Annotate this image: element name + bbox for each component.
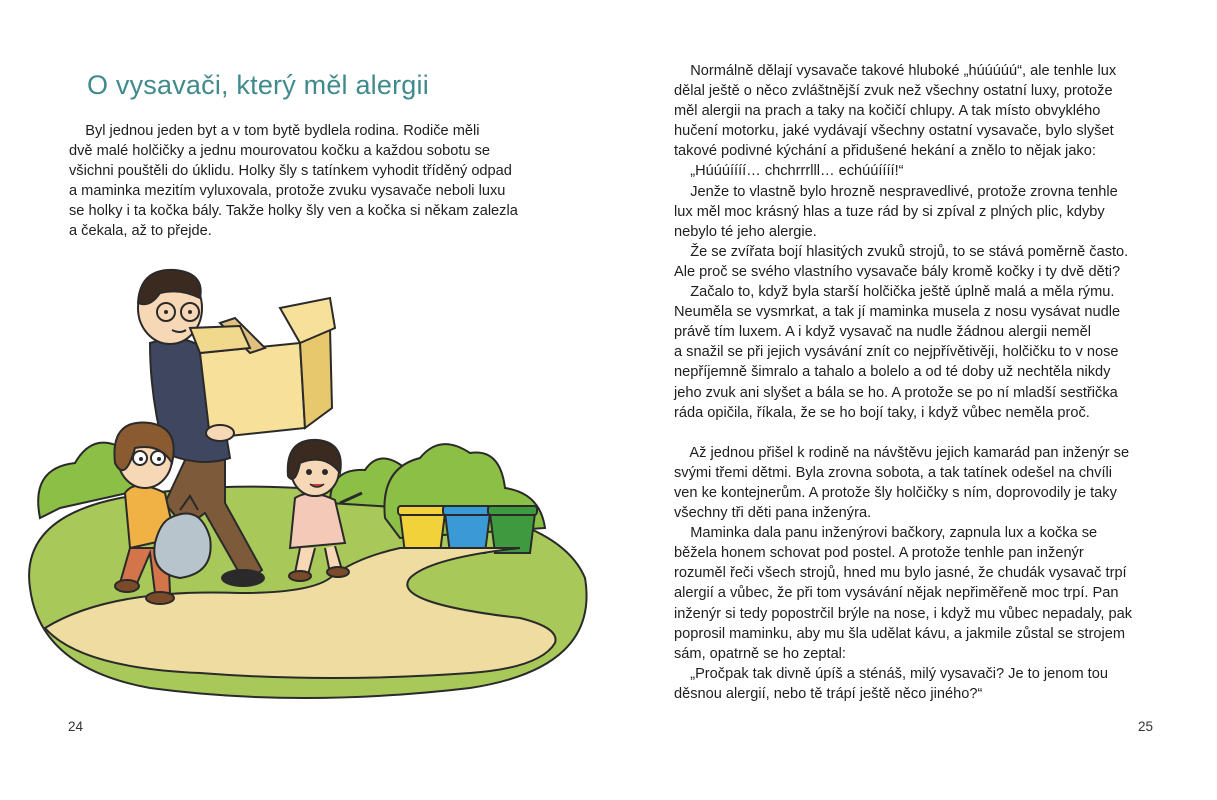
trash-bag	[154, 514, 210, 579]
text-line: rozuměl řeči všech strojů, hned mu bylo jasné, že chudák vysavač trpí	[674, 565, 1127, 582]
text-line: inženýr si tedy popostrčil brýle na nose, i když mu vůbec nepadaly, pak	[674, 605, 1133, 622]
text-line: a snažil se při jejich vysávání znít co nejpřívětivěji, holčičku to v nose	[674, 344, 1119, 361]
text-line: se holky i ta kočka bály. Takže holky šly ven a kočka si někam zalezla	[69, 203, 518, 220]
text-line: Byl jednou jeden byt a v tom bytě bydlela rodina. Rodiče měli	[69, 123, 480, 139]
text-line: nebylo té jeho alergie.	[674, 223, 817, 240]
left-page	[0, 0, 608, 800]
chapter-title: O vysavači, který měl alergii	[87, 70, 429, 100]
text-line: svými třemi dětmi. Byla zrovna sobota, a tak tatínek odešel na chvíli	[674, 464, 1113, 481]
text-line: sám, opatrně se ho zeptal:	[674, 645, 846, 662]
text-line: hučení motorku, jaké vydávají všechny ostatní vysavače, bylo slyšet	[674, 123, 1114, 140]
text-line: děsnou alergií, nebo tě trápí ještě něco jiného?“	[674, 685, 983, 702]
text-line: právě tím luxem. A i když vysavač na nudle žádnou alergii neměl	[674, 324, 1091, 341]
text-line: lux měl moc krásný hlas a tuze rád by si zpíval z plných plic, kdyby	[674, 203, 1105, 220]
paragraph-gap	[674, 423, 1132, 443]
text-line: jeho zvuk ani slyšet a bála se ho. A protože se po ní mladší sestřička	[674, 384, 1118, 401]
text-line: všechny tři děti pana inženýra.	[674, 505, 872, 522]
text-line: Ale proč se svého vlastního vysavače bály kromě kočky i ty dvě děti?	[674, 263, 1121, 280]
text-line: dělal ještě o něco zvláštnější zvuk než všechny ostatní luxy, protože	[674, 83, 1113, 100]
text-line: ven ke kontejnerům. A protože šly holčičky s ním, doprovodily je taky	[674, 484, 1117, 501]
page-number-right: 25	[1138, 719, 1154, 734]
intro-paragraph	[69, 121, 518, 242]
cardboard-box	[190, 298, 335, 441]
paragraph-group-2	[674, 443, 1132, 704]
recycling-bins	[398, 506, 537, 553]
text-line: všichni pouštěli do úklidu. Holky šly s tatínkem vyhodit tříděný odpad	[69, 163, 512, 180]
text-line: Jenže to vlastně bylo hrozně nespravedlivé, protože zrovna tenhle	[674, 183, 1118, 200]
text-line: „Húúúíííí… chchrrrlll… echúúíííí!“	[674, 163, 904, 180]
page-number-left: 24	[68, 719, 84, 734]
text-line: Začalo to, když byla starší holčička ještě úplně malá a měla rýmu.	[674, 284, 1115, 301]
paragraph-group-1	[674, 61, 1132, 423]
text-line: ráda opičila, říkala, že se ho bojí taky, i když vůbec neměla proč.	[674, 404, 1090, 421]
text-line: Že se zvířata bojí hlasitých zvuků strojů, to se stává poměrně často.	[674, 243, 1129, 260]
text-line: měl alergii na prach a taky na kočičí chlupy. A tak místo obvyklého	[674, 103, 1101, 120]
story-text	[674, 61, 1132, 704]
text-line: nepříjemně šimralo a tahalo a bolelo a od té doby už nechtěla nikdy	[674, 364, 1111, 381]
text-line: „Pročpak tak divně úpíš a sténáš, milý vysavači? Je to jenom tou	[674, 665, 1108, 682]
text-line: dvě malé holčičky a jednu mourovatou kočku a každou sobotu se	[69, 143, 491, 160]
text-line: Normálně dělají vysavače takové hluboké „húúúúú“, ale tenhle lux	[674, 63, 1117, 79]
text-line: Maminka dala panu inženýrovi bačkory, zapnula lux a kočka se	[674, 525, 1098, 542]
text-line: a maminka mezitím vyluxovala, protože zvuku vysavače neboli luxu	[69, 183, 506, 200]
right-page	[608, 0, 1217, 800]
text-line: Až jednou přišel k rodině na návštěvu jejich kamarád pan inženýr se	[674, 444, 1130, 461]
text-line: takové podivné kýchání a přidušené hekání a znělo to nějak jako:	[674, 143, 1096, 160]
text-line: alergií a vůbec, že při tom vysávání nějak nepřiměřeně moc trpí. Pan	[674, 585, 1119, 602]
text-line: a čekala, až to přejde.	[69, 223, 212, 240]
text-line: běžela honem schovat pod postel. A protože tenhle pan inženýr	[674, 545, 1084, 562]
text-line: Neuměla se vysmrkat, a tak jí maminka musela z nosu vysávat nudle	[674, 304, 1121, 321]
text-line: poprosil maminku, aby mu šla udělat kávu, a jakmile zůstal se strojem	[674, 625, 1125, 642]
family-recycling-illustration	[0, 248, 600, 718]
